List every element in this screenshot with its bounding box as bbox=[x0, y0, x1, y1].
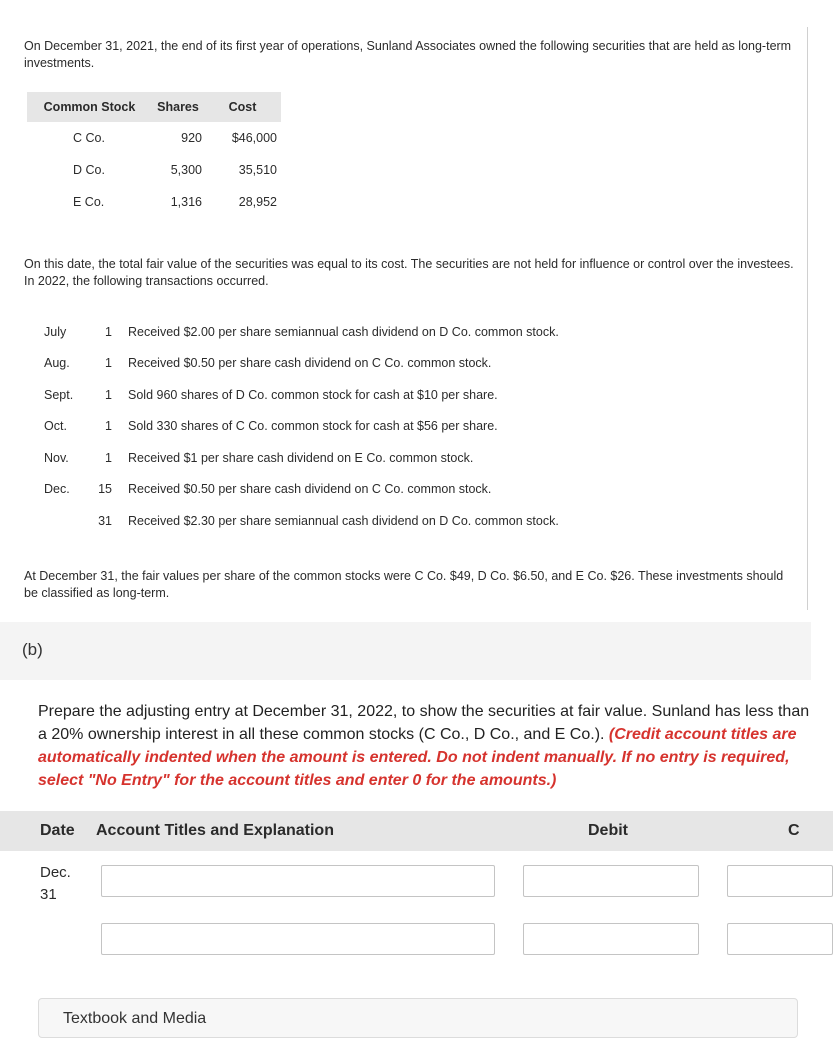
instruction-note: (Credit account titles are automatically indented when the amount is entered. Do not indent manually. If no entry is required, select "No Entry" for the account titles and enter 0 for the amounts.) bbox=[38, 726, 797, 789]
problem-outro: At December 31, the fair values per share of the common stocks were C Co. $49, D Co. $6.50, and E Co. $26. These investments should be classified as long-term. bbox=[24, 569, 784, 600]
stock-name: C Co. bbox=[73, 131, 105, 145]
part-label: (b) bbox=[22, 640, 43, 659]
header-date: Date bbox=[40, 822, 75, 839]
transaction-day: 1 bbox=[105, 419, 112, 434]
divider-line bbox=[807, 27, 808, 610]
part-instruction bbox=[38, 700, 813, 792]
account-title-input-1[interactable] bbox=[101, 865, 495, 897]
table-row bbox=[27, 154, 281, 186]
stock-cost: 35,510 bbox=[238, 163, 277, 177]
transaction-row bbox=[24, 474, 559, 506]
part-header bbox=[0, 622, 811, 680]
transaction-day: 1 bbox=[105, 387, 112, 402]
transaction-text: Received $1 per share cash dividend on E Co. common stock. bbox=[128, 450, 474, 465]
transaction-row bbox=[24, 316, 559, 348]
debit-input-2[interactable] bbox=[523, 923, 699, 955]
stock-cost: $46,000 bbox=[231, 131, 277, 145]
account-title-input-2[interactable] bbox=[101, 923, 495, 955]
stock-shares: 5,300 bbox=[170, 163, 202, 177]
table-row bbox=[27, 122, 281, 154]
debit-input-1[interactable] bbox=[523, 865, 699, 897]
stock-shares: 920 bbox=[181, 131, 202, 145]
credit-input-2[interactable] bbox=[727, 923, 833, 955]
transaction-row bbox=[24, 348, 559, 380]
transaction-month: Nov. bbox=[44, 450, 69, 465]
transaction-month bbox=[24, 505, 92, 537]
transaction-row bbox=[24, 411, 559, 443]
transaction-month: July bbox=[44, 324, 67, 339]
date-month: Dec. bbox=[40, 864, 71, 881]
transaction-row bbox=[24, 442, 559, 474]
textbook-media-panel[interactable] bbox=[38, 998, 798, 1038]
transaction-day: 1 bbox=[105, 324, 112, 339]
header-shares: Shares bbox=[152, 92, 204, 122]
transaction-text: Received $2.30 per share semiannual cash dividend on D Co. common stock. bbox=[128, 513, 559, 528]
journal-header bbox=[0, 811, 833, 851]
stock-name: E Co. bbox=[73, 195, 105, 209]
header-common-stock: Common Stock bbox=[27, 92, 152, 122]
problem-middle: On this date, the total fair value of the securities was equal to its cost. The securities are not held for influence or control over the investees. In 2022, the following transactions occurred. bbox=[24, 257, 794, 288]
credit-input-1[interactable] bbox=[727, 865, 833, 897]
transaction-text: Received $0.50 per share cash dividend on C Co. common stock. bbox=[128, 482, 492, 497]
table-header-row bbox=[27, 92, 281, 122]
table-row bbox=[27, 186, 281, 218]
transaction-day: 1 bbox=[105, 450, 112, 465]
transaction-text: Sold 960 shares of D Co. common stock for cash at $10 per share. bbox=[128, 387, 498, 402]
date-day: 31 bbox=[40, 886, 57, 903]
instruction-text: Prepare the adjusting entry at December 31, 2022, to show the securities at fair value. Sunland has less than a 20% ownership interest in all these common stocks (C Co., D Co., and E Co.). bbox=[38, 703, 810, 743]
problem-intro: On December 31, 2021, the end of its first year of operations, Sunland Associates owned the following securities that are held as long-term investments. bbox=[24, 39, 792, 70]
transaction-text: Received $0.50 per share cash dividend on C Co. common stock. bbox=[128, 356, 492, 371]
transaction-month: Aug. bbox=[44, 356, 70, 371]
transaction-month: Sept. bbox=[44, 387, 74, 402]
transaction-month: Dec. bbox=[44, 482, 70, 497]
stock-name: D Co. bbox=[73, 163, 105, 177]
transaction-row bbox=[24, 505, 559, 537]
journal-date bbox=[40, 862, 71, 906]
transaction-day: 1 bbox=[105, 356, 112, 371]
transaction-text: Sold 330 shares of C Co. common stock for cash at $56 per share. bbox=[128, 419, 498, 434]
transactions-list bbox=[24, 316, 559, 537]
header-debit: Debit bbox=[588, 822, 628, 839]
transaction-day: 15 bbox=[98, 482, 112, 497]
stock-cost: 28,952 bbox=[238, 195, 277, 209]
transaction-text: Received $2.00 per share semiannual cash dividend on D Co. common stock. bbox=[128, 324, 559, 339]
transaction-day: 31 bbox=[98, 513, 112, 528]
transaction-row bbox=[24, 379, 559, 411]
header-cost: Cost bbox=[204, 92, 281, 122]
textbook-media-label: Textbook and Media bbox=[63, 1010, 207, 1027]
header-account-titles: Account Titles and Explanation bbox=[96, 822, 334, 839]
transaction-month: Oct. bbox=[44, 419, 67, 434]
securities-table bbox=[27, 92, 281, 218]
stock-shares: 1,316 bbox=[170, 195, 202, 209]
header-credit: C bbox=[788, 822, 800, 839]
